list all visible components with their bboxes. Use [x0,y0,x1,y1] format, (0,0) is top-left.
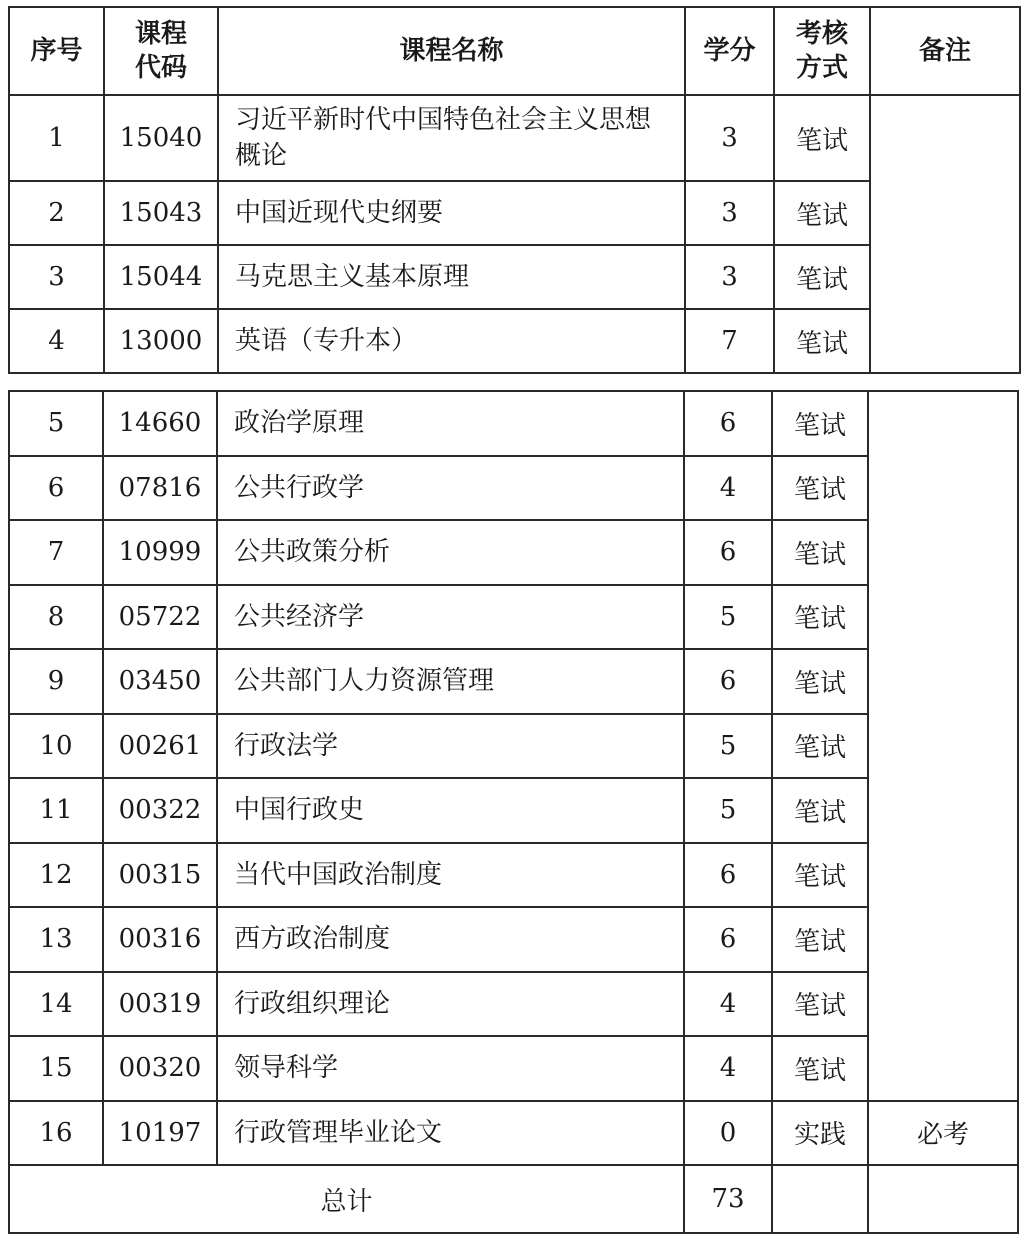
table-row [9,181,1020,245]
row-index: 12 [9,843,103,908]
row-index: 1 [9,95,104,181]
row-code: 00322 [103,778,217,843]
table-row [9,585,1018,650]
row-credits: 4 [684,456,772,521]
table-row [9,95,1020,181]
row-credits: 6 [684,649,772,714]
total-credits: 73 [684,1165,772,1233]
row-index: 15 [9,1036,103,1101]
row-code: 15043 [104,181,218,245]
row-exam: 笔试 [772,1036,868,1101]
row-exam: 笔试 [772,972,868,1037]
row-credits: 4 [684,972,772,1037]
row-code: 07816 [103,456,217,521]
row-index: 5 [9,391,103,456]
row-exam: 笔试 [772,391,868,456]
row-exam: 笔试 [774,95,870,181]
total-remark-empty [868,1165,1018,1233]
row-index: 7 [9,520,103,585]
row-index: 10 [9,714,103,779]
row-credits: 4 [684,1036,772,1101]
header-index: 序号 [9,7,104,95]
row-index: 6 [9,456,103,521]
row-exam: 实践 [772,1101,868,1166]
row-name: 公共政策分析 [217,520,684,585]
row-credits: 5 [684,778,772,843]
header-credits: 学分 [685,7,774,95]
row-name: 当代中国政治制度 [217,843,684,908]
row-name: 公共经济学 [217,585,684,650]
row-credits: 3 [685,245,774,309]
row-index: 3 [9,245,104,309]
row-exam: 笔试 [772,907,868,972]
row-remark: 必考 [868,1101,1018,1166]
row-credits: 5 [684,714,772,779]
row-code: 00316 [103,907,217,972]
row-name: 马克思主义基本原理 [218,245,685,309]
row-code: 15044 [104,245,218,309]
row-remark-merged [870,95,1020,373]
header-code: 课程代码 [104,7,218,95]
row-credits: 6 [684,391,772,456]
row-index: 9 [9,649,103,714]
row-exam: 笔试 [774,309,870,373]
table-row [9,456,1018,521]
course-table-part-1 [8,6,1021,374]
row-exam: 笔试 [772,778,868,843]
table-row [9,520,1018,585]
header-name: 课程名称 [218,7,685,95]
row-code: 03450 [103,649,217,714]
row-credits: 6 [684,520,772,585]
row-code: 14660 [103,391,217,456]
row-credits: 0 [684,1101,772,1166]
row-name: 习近平新时代中国特色社会主义思想概论 [218,95,685,181]
table-row [9,391,1018,456]
row-code: 15040 [104,95,218,181]
row-exam: 笔试 [772,456,868,521]
row-credits: 7 [685,309,774,373]
row-exam: 笔试 [772,649,868,714]
row-credits: 3 [685,95,774,181]
row-name: 中国行政史 [217,778,684,843]
row-exam: 笔试 [774,245,870,309]
row-name: 公共部门人力资源管理 [217,649,684,714]
row-code: 10197 [103,1101,217,1166]
table-row [9,714,1018,779]
row-code: 00315 [103,843,217,908]
header-exam: 考核方式 [774,7,870,95]
table-row [9,1036,1018,1101]
table-row [9,649,1018,714]
row-exam: 笔试 [772,585,868,650]
table-row [9,778,1018,843]
row-index: 2 [9,181,104,245]
row-exam: 笔试 [772,714,868,779]
row-exam: 笔试 [774,181,870,245]
row-code: 10999 [103,520,217,585]
row-code: 13000 [104,309,218,373]
total-row [9,1165,1018,1233]
row-index: 8 [9,585,103,650]
row-code: 05722 [103,585,217,650]
row-credits: 6 [684,907,772,972]
row-name: 中国近现代史纲要 [218,181,685,245]
row-name: 行政法学 [217,714,684,779]
row-name: 公共行政学 [217,456,684,521]
header-remark: 备注 [870,7,1020,95]
row-credits: 5 [684,585,772,650]
row-name: 政治学原理 [217,391,684,456]
table-header-row [9,7,1020,95]
table-row [9,309,1020,373]
row-exam: 笔试 [772,843,868,908]
table-row [9,972,1018,1037]
row-index: 11 [9,778,103,843]
row-index: 16 [9,1101,103,1166]
row-code: 00319 [103,972,217,1037]
table-row [9,1101,1018,1166]
row-remark-merged [868,391,1018,1101]
row-credits: 6 [684,843,772,908]
row-name: 西方政治制度 [217,907,684,972]
row-code: 00320 [103,1036,217,1101]
row-code: 00261 [103,714,217,779]
table-row [9,843,1018,908]
row-name: 行政管理毕业论文 [217,1101,684,1166]
row-name: 领导科学 [217,1036,684,1101]
row-index: 14 [9,972,103,1037]
row-index: 4 [9,309,104,373]
table-row [9,907,1018,972]
row-name: 英语（专升本） [218,309,685,373]
total-exam-empty [772,1165,868,1233]
row-name: 行政组织理论 [217,972,684,1037]
row-credits: 3 [685,181,774,245]
row-exam: 笔试 [772,520,868,585]
course-table-part-2 [8,390,1019,1234]
row-index: 13 [9,907,103,972]
total-label: 总计 [9,1165,684,1233]
table-row [9,245,1020,309]
